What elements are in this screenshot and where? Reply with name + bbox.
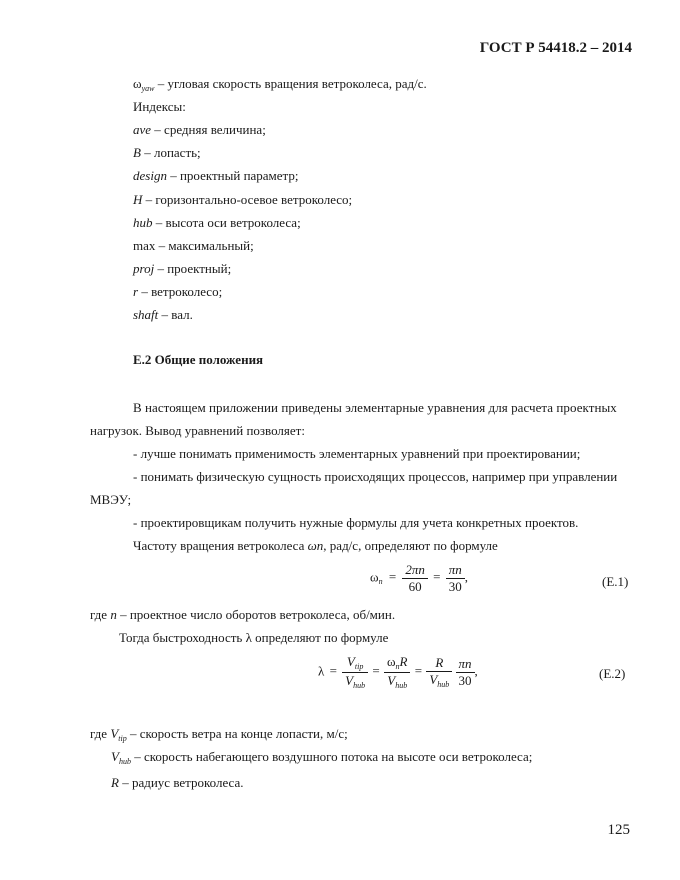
bullet-item: - понимать физическую сущность происходящих процессов, например при управлении	[133, 469, 618, 484]
index-desc: – проектный;	[154, 261, 232, 276]
eq2-den1-sub: hub	[353, 681, 366, 690]
omega-n-symbol: ωn	[307, 538, 324, 553]
eq2-den3-sub: hub	[437, 680, 450, 689]
index-desc: – лопасть;	[140, 145, 201, 160]
eq2-den1-main: V	[345, 673, 354, 688]
index-term: design	[133, 168, 167, 183]
eq1-num2: πn	[446, 562, 465, 579]
eq2-num2-b: R	[399, 654, 408, 669]
where-r-text: – радиус ветроколеса.	[118, 775, 244, 790]
index-item	[133, 238, 254, 254]
paragraph-line: нагрузок. Вывод уравнений позволяет:	[90, 423, 305, 438]
index-item	[133, 307, 193, 323]
index-item	[133, 122, 266, 138]
eq1-den1: 60	[408, 579, 422, 594]
eq2-num4: πn	[456, 656, 475, 673]
index-term: max	[133, 238, 156, 253]
eq2-num1-main: V	[346, 654, 355, 669]
index-term: shaft	[133, 307, 159, 322]
index-item	[133, 192, 352, 208]
index-term: H	[133, 192, 143, 207]
tsr-after: определяют по формуле	[251, 630, 389, 645]
index-desc: – горизонтально-осевое ветроколесо;	[142, 192, 353, 207]
eq2-num2-sub: n	[395, 662, 400, 671]
where-vhub-definition	[111, 749, 532, 765]
eq1-den2: 30	[448, 579, 462, 594]
eq2-num2-a: ω	[386, 654, 396, 669]
where-n-definition	[90, 607, 395, 623]
where-r-definition	[111, 775, 244, 791]
v-symbol: V	[110, 726, 119, 741]
paragraph-line: В настоящем приложении приведены элементарные уравнения для расчета проектных	[133, 400, 617, 415]
bullet-item: - лучше понимать применимость элементарных уравнений при проектировании;	[133, 446, 581, 461]
omega-yaw-definition	[133, 76, 427, 92]
index-item	[133, 284, 222, 300]
omega-yaw-text: – угловая скорость вращения ветроколеса, рад/с.	[154, 76, 427, 91]
indices-title: Индексы:	[133, 99, 186, 114]
section-title: Е.2 Общие положения	[133, 352, 264, 367]
eq2-lhs: λ	[318, 663, 325, 679]
eq1-lhs-sub: n	[378, 577, 383, 587]
vtip-sub: tip	[118, 734, 127, 743]
eq1-tail: ,	[464, 569, 469, 585]
where-vhub-text: – скорость набегающего воздушного потока на высоте оси ветроколеса;	[130, 749, 533, 764]
index-desc: – средняя величина;	[151, 122, 266, 137]
index-term: ave	[133, 122, 152, 137]
eq2-num1-sub: tip	[354, 662, 364, 671]
where-prefix: где	[90, 726, 111, 741]
frequency-before: Частоту вращения ветроколеса	[133, 538, 308, 553]
equation-e2: λ = $\frac{V_{tip}}{V_{hub}}$ = $\frac{\omega_nR}{V_{hub}}$ = $\frac{R}{V_{hub}}$ $\frac{\pi n}{30}$ ,	[318, 654, 478, 690]
eq2-tail: ,	[474, 663, 478, 679]
n-symbol: n	[110, 607, 117, 622]
eq2-den2-main: V	[387, 673, 396, 688]
index-term: r	[133, 284, 139, 299]
tsr-before: Тогда быстроходность	[119, 630, 246, 645]
index-desc: – проектный параметр;	[166, 168, 299, 183]
where-vtip-definition	[90, 726, 348, 742]
index-item	[133, 168, 299, 184]
where-vtip-text: – скорость ветра на конце лопасти, м/с;	[126, 726, 348, 741]
index-term: B	[133, 145, 141, 160]
v-symbol: V	[111, 749, 119, 764]
index-item	[133, 215, 301, 231]
vhub-sub: hub	[118, 757, 131, 766]
index-desc: – ветроколесо;	[138, 284, 223, 299]
eq2-fraction-3	[426, 655, 452, 690]
frequency-after: , рад/с, определяют по формуле	[323, 538, 498, 553]
index-term: hub	[133, 215, 153, 230]
eq2-den3-main: V	[429, 672, 438, 687]
index-desc: – максимальный;	[155, 238, 254, 253]
tsr-sentence	[119, 630, 388, 646]
where-n-text: – проектное число оборотов ветроколеса, об/мин.	[116, 607, 396, 622]
index-desc: – вал.	[158, 307, 193, 322]
page-number: 125	[607, 822, 630, 838]
index-item	[133, 145, 201, 161]
eq2-fraction-2	[384, 654, 411, 691]
omega-yaw-subscript: yaw	[141, 84, 155, 93]
omega-yaw-symbol: ω	[133, 76, 142, 91]
index-item	[133, 261, 231, 277]
r-symbol: R	[111, 775, 119, 790]
document-header: ГОСТ Р 54418.2 – 2014	[479, 40, 632, 56]
where-prefix: где	[90, 607, 111, 622]
eq1-fraction-1	[402, 562, 428, 595]
eq1-fraction-2	[446, 562, 465, 595]
bullet-item: - проектировщикам получить нужные формулы для учета конкретных проектов.	[133, 515, 579, 530]
eq2-den2-sub: hub	[395, 681, 408, 690]
eq1-num1: 2πn	[402, 562, 428, 579]
eq2-den4: 30	[458, 673, 472, 688]
lambda-symbol: λ	[245, 630, 252, 645]
eq2-fraction-1	[342, 654, 368, 691]
equation-e1-number: (Е.1)	[602, 574, 629, 589]
equation-e2-number: (Е.2)	[599, 666, 626, 681]
index-term: proj	[133, 261, 155, 276]
frequency-sentence	[133, 538, 498, 554]
eq1-lhs: ω	[370, 569, 379, 585]
eq2-fraction-4	[456, 656, 475, 689]
bullet-item-continued: МВЭУ;	[90, 492, 132, 507]
eq2-num3: R	[426, 655, 452, 672]
index-desc: – высота оси ветроколеса;	[152, 215, 301, 230]
equation-e1: $\omega_n$ = $\frac{2\pi n}{60}$ = $\frac{\pi n}{30}$ ,	[370, 562, 469, 594]
